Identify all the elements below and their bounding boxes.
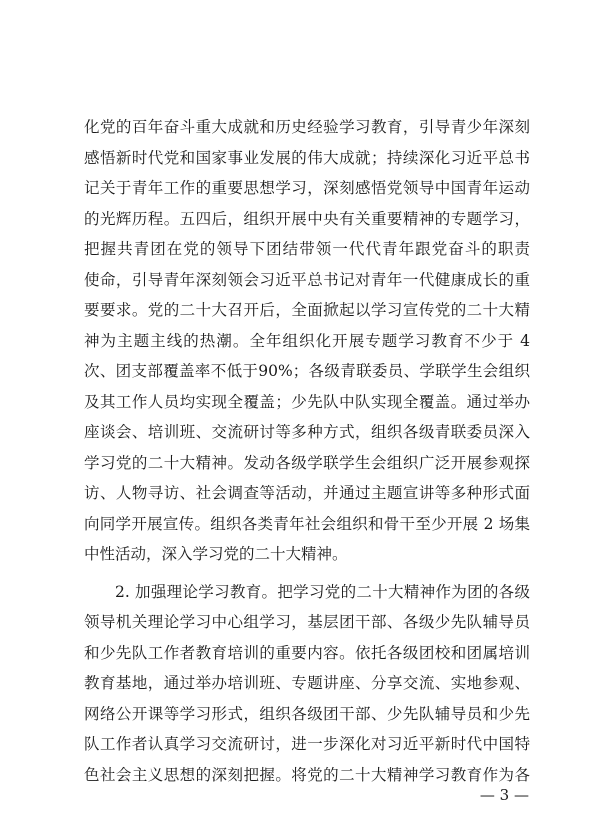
text-line: 把握共青团在党的领导下团结带领一代代青年跟党奋斗的职责 xyxy=(84,240,530,258)
text-line: 教育基地，通过举办培训班、专题讲座、分享交流、实地参观、 xyxy=(84,674,530,692)
body-text xyxy=(84,112,530,790)
text-line: 中性活动，深入学习党的二十大精神。 xyxy=(84,545,348,563)
text-line: 神为主题主线的热潮。全年组织化开展专题学习教育不少于 4 xyxy=(84,331,530,350)
text-line: 化党的百年奋斗重大成就和历史经验学习教育，引导青少年深刻 xyxy=(84,118,530,136)
page-number: — 3 — xyxy=(479,786,529,804)
text-line: 座谈会、培训班、交流研讨等多种方式，组织各级青联委员深入 xyxy=(84,423,530,441)
text-line: 要要求。党的二十大召开后，全面掀起以学习宣传党的二十大精 xyxy=(84,301,530,319)
text-line: 色社会主义思想的深刻把握。将党的二十大精神学习教育作为各 xyxy=(84,765,530,784)
section-heading-line: 2. 加强理论学习教育。把学习党的二十大精神作为团的各级 xyxy=(115,582,530,601)
text-line: 访、人物寻访、社会调查等活动，并通过主题宣讲等多种形式面 xyxy=(84,484,530,502)
text-line: 学习党的二十大精神。发动各级学联学生会组织广泛开展参观探 xyxy=(84,453,530,472)
paragraph-1 xyxy=(84,112,530,570)
text-line: 次、团支部覆盖率不低于90%；各级青联委员、学联学生会组织 xyxy=(84,362,530,380)
text-line: 领导机关理论学习中心组学习，基层团干部、各级少先队辅导员 xyxy=(84,613,530,631)
text-line: 向同学开展宣传。组织各类青年社会组织和骨干至少开展 2 场集 xyxy=(84,514,530,533)
text-line: 及其工作人员均实现全覆盖；少先队中队实现全覆盖。通过举办 xyxy=(84,392,530,411)
text-line: 队工作者认真学习交流研讨，进一步深化对习近平新时代中国特 xyxy=(84,735,530,753)
text-line: 使命，引导青年深刻领会习近平总书记对青年一代健康成长的重 xyxy=(84,270,530,289)
text-line: 感悟新时代党和国家事业发展的伟大成就；持续深化习近平总书 xyxy=(84,148,530,167)
text-line: 网络公开课等学习形式，组织各级团干部、少先队辅导员和少先 xyxy=(84,704,530,723)
text-line: 的光辉历程。五四后，组织开展中央有关重要精神的专题学习， xyxy=(84,209,530,228)
paragraph-2 xyxy=(84,577,530,791)
text-line: 记关于青年工作的重要思想学习，深刻感悟党领导中国青年运动 xyxy=(84,179,530,197)
text-line: 和少先队工作者教育培训的重要内容。依托各级团校和团属培训 xyxy=(84,643,530,662)
